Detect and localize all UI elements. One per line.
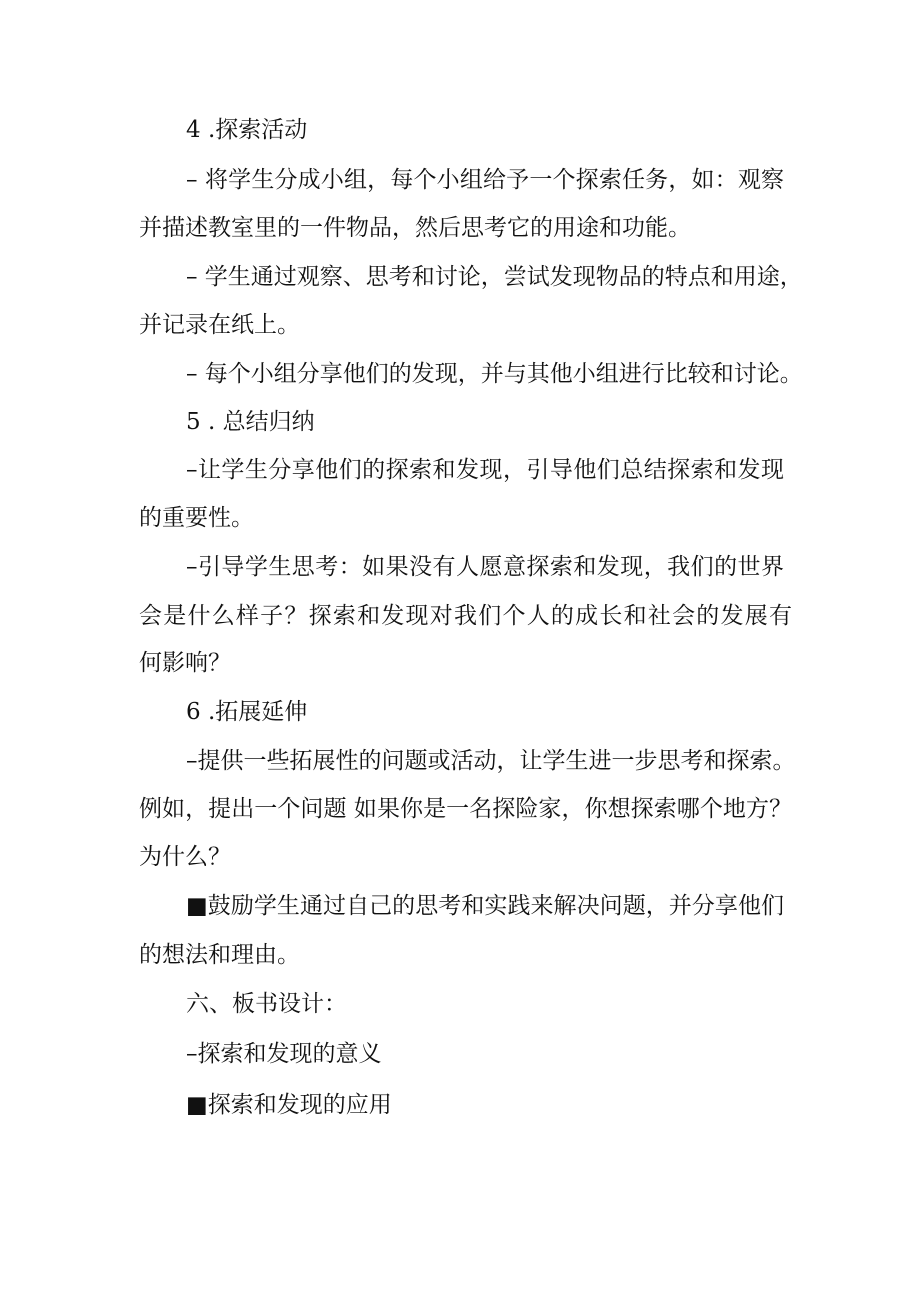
paragraph-line: – 每个小组分享他们的发现，并与其他小组进行比较和讨论。 <box>186 361 803 387</box>
paragraph-line: 的想法和理由。 <box>139 942 300 968</box>
paragraph-line: 并描述教室里的一件物品，然后思考它的用途和功能。 <box>139 215 691 241</box>
paragraph-line: –提供一些拓展性的问题或活动，让学生进一步思考和探索。 <box>186 748 796 774</box>
paragraph-line: – 学生通过观察、思考和讨论，尝试发现物品的特点和用途， <box>186 264 803 290</box>
paragraph-line: 的重要性。 <box>139 505 254 531</box>
paragraph-line: 并记录在纸上。 <box>139 312 300 338</box>
heading-summary: 5 . 总结归纳 <box>186 409 315 435</box>
heading-board-design: 六、板书设计： <box>186 991 347 1017</box>
paragraph-line: 会是什么样子？探索和发现对我们个人的成长和社会的发展有 <box>139 603 792 629</box>
list-item: ■探索和发现的应用 <box>186 1092 392 1118</box>
list-item: –探索和发现的意义 <box>186 1041 382 1067</box>
paragraph-line: 为什么？ <box>139 844 231 870</box>
paragraph-line: – 将学生分成小组，每个小组给予一个探索任务，如：观察 <box>186 167 784 193</box>
paragraph-line: –让学生分享他们的探索和发现，引导他们总结探索和发现 <box>186 457 784 483</box>
paragraph-line: –引导学生思考：如果没有人愿意探索和发现，我们的世界 <box>186 554 784 580</box>
paragraph-line: 例如，提出一个问题 如果你是一名探险家，你想探索哪个地方？ <box>139 796 792 822</box>
heading-extension: 6 .拓展延伸 <box>186 699 308 725</box>
heading-exploration-activity: 4 .探索活动 <box>186 117 308 143</box>
paragraph-line: ■鼓励学生通过自己的思考和实践来解决问题，并分享他们 <box>186 893 784 919</box>
paragraph-line: 何影响？ <box>139 650 231 676</box>
